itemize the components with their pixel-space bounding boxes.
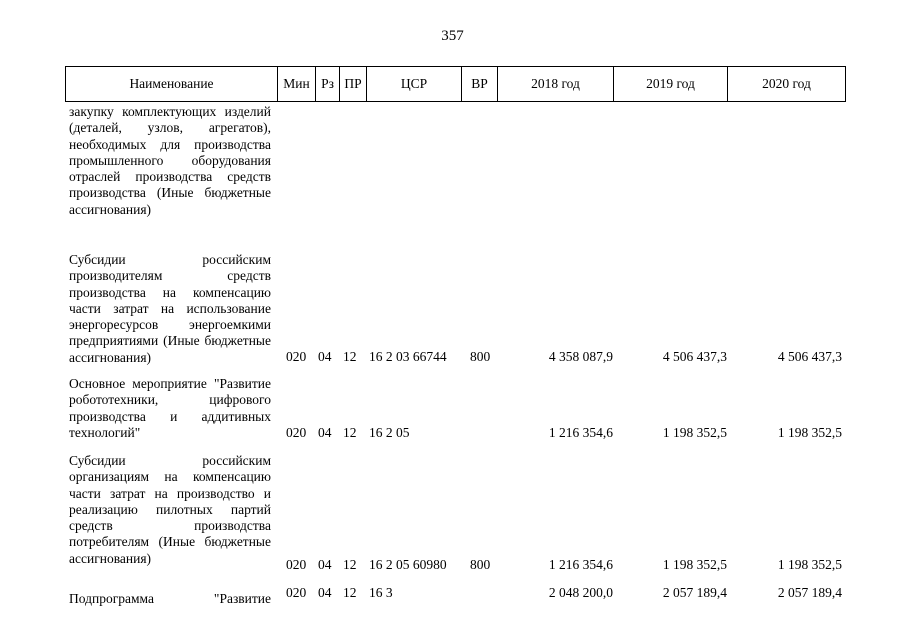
row-vr: 800 (470, 557, 491, 572)
row-csr: 16 2 05 60980 (369, 557, 447, 572)
row-name: Основное мероприятие "Развитие робототехники, цифрового производства и аддитивных технологий" (69, 376, 271, 440)
row-pr: 12 (343, 557, 357, 572)
row-2018: 4 358 087,9 (548, 349, 613, 364)
header-2020: 2020 год (727, 67, 845, 101)
row-name: Подпрограмма "Развитие (69, 591, 271, 606)
row-vr: 800 (470, 349, 491, 364)
row-2019: 1 198 352,5 (662, 557, 727, 572)
page-number: 357 (441, 28, 464, 44)
row-min: 020 (286, 585, 307, 600)
row-2019: 4 506 437,3 (662, 349, 727, 364)
header-name: Наименование (129, 76, 214, 91)
row-2018: 2 048 200,0 (548, 585, 613, 600)
row-pr: 12 (343, 585, 357, 600)
row-name: Субсидии российским производителям средств производства на компенсацию части затрат на использование энергоресурсов энергоемкими предприятиями (Иные бюджетные ассигнования) (69, 252, 271, 365)
row-csr: 16 2 05 (369, 425, 410, 440)
row-rz: 04 (318, 425, 332, 440)
row-pr: 12 (343, 425, 357, 440)
row-2018: 1 216 354,6 (548, 557, 613, 572)
row-csr: 16 3 (369, 585, 393, 600)
header-min: Мин (277, 67, 315, 101)
row-2020: 4 506 437,3 (777, 349, 842, 364)
row-min: 020 (286, 557, 307, 572)
header-rz: Рз (315, 67, 339, 101)
row-rz: 04 (318, 557, 332, 572)
table-header (65, 66, 846, 102)
row-name: закупку комплектующих изделий (деталей, узлов, агрегатов), необходимых для производства промышленного оборудования отраслей производства средств производства (Иные бюджетные ассигнования) (69, 104, 271, 217)
row-2020: 1 198 352,5 (777, 425, 842, 440)
header-2018: 2018 год (497, 67, 613, 101)
row-rz: 04 (318, 585, 332, 600)
row-csr: 16 2 03 66744 (369, 349, 447, 364)
header-pr: ПР (339, 67, 366, 101)
row-2020: 1 198 352,5 (777, 557, 842, 572)
header-2019: 2019 год (613, 67, 727, 101)
row-name: Субсидии российским организациям на компенсацию части затрат на производство и реализацию пилотных партий средств производства потребителям (Иные бюджетные ассигнования) (69, 453, 271, 566)
row-2019: 1 198 352,5 (662, 425, 727, 440)
row-rz: 04 (318, 349, 332, 364)
header-csr: ЦСР (366, 67, 461, 101)
row-min: 020 (286, 349, 307, 364)
row-2019: 2 057 189,4 (662, 585, 727, 600)
row-2018: 1 216 354,6 (548, 425, 613, 440)
header-vr: ВР (461, 67, 497, 101)
row-pr: 12 (343, 349, 357, 364)
row-min: 020 (286, 425, 307, 440)
row-2020: 2 057 189,4 (777, 585, 842, 600)
